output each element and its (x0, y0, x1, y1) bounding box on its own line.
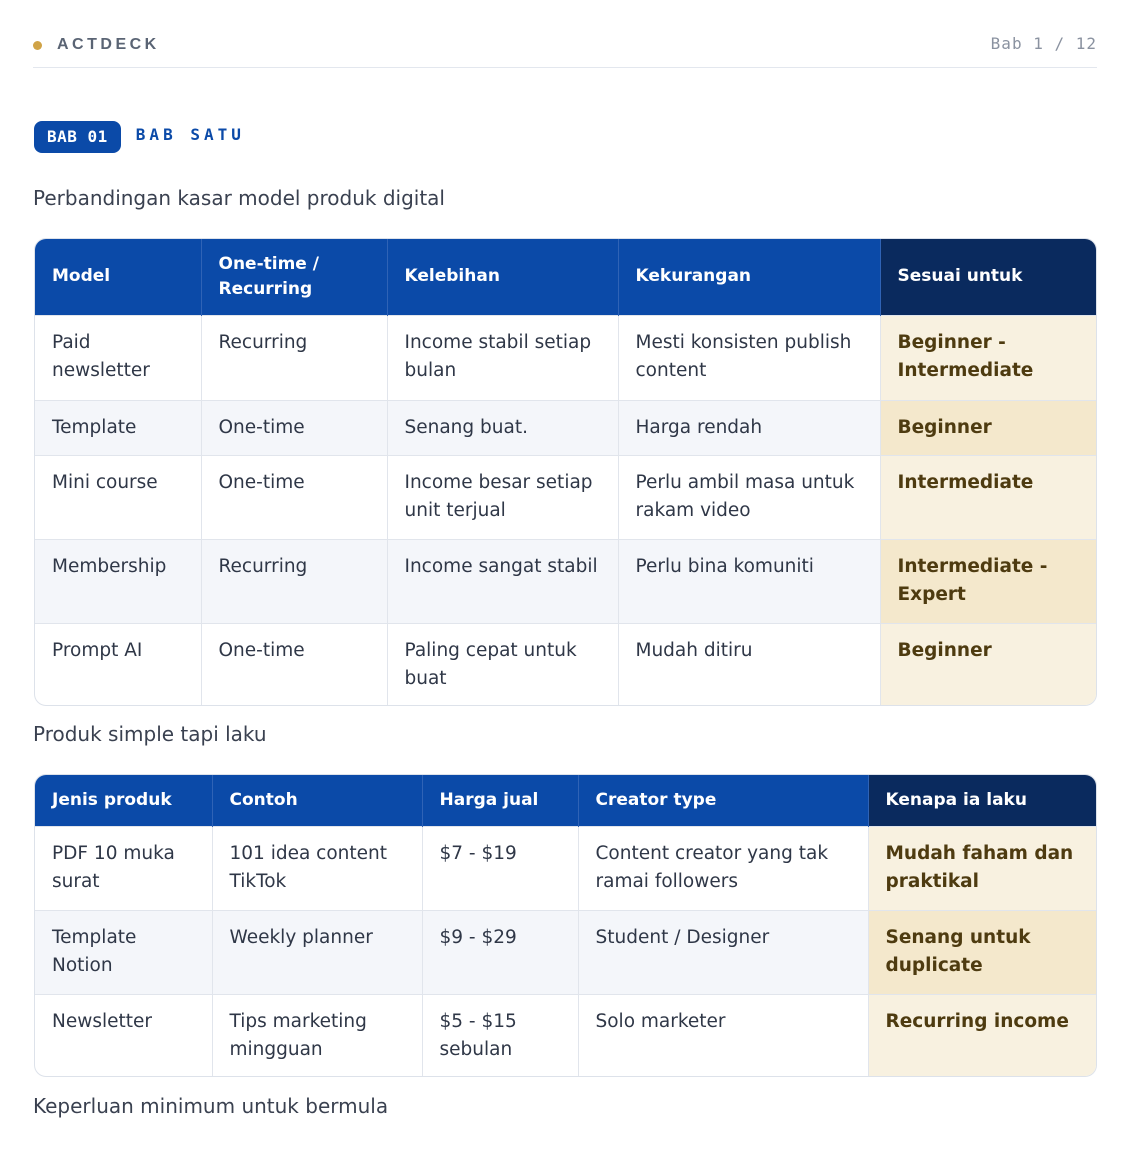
table-cell: Paling cepat untuk buat (387, 623, 618, 705)
table-cell: $9 - $29 (422, 910, 578, 994)
table-cell: Template Notion (35, 910, 212, 994)
table-row (35, 623, 1097, 705)
column-header-creator-type: Creator type (578, 775, 868, 826)
table-cell: Content creator yang tak ramai followers (578, 826, 868, 910)
column-header-cons: Kekurangan (618, 239, 880, 315)
table-cell-highlight: Beginner (880, 400, 1097, 455)
brand (33, 36, 160, 54)
table-cell: $7 - $19 (422, 826, 578, 910)
table-cell: Paid newsletter (35, 315, 201, 400)
page-header (33, 30, 1097, 68)
table-cell: Harga rendah (618, 400, 880, 455)
brand-name: ACTDECK (57, 36, 160, 53)
table-cell-highlight: Intermediate (880, 455, 1097, 539)
section-title-minimum-requirements: Keperluan minimum untuk bermula (33, 1094, 389, 1118)
chapter-badge: BAB 01 (34, 121, 121, 153)
table-cell-highlight: Senang untuk duplicate (868, 910, 1096, 994)
table-cell: Perlu bina komuniti (618, 539, 880, 623)
chapter-label: BAB SATU (135, 125, 245, 144)
table-row (35, 455, 1097, 539)
table-cell: $5 - $15 sebulan (422, 994, 578, 1076)
table-cell-highlight: Beginner - Intermediate (880, 315, 1097, 400)
column-header-product-type: Jenis produk (35, 775, 212, 826)
table-cell: Mesti konsisten publish content (618, 315, 880, 400)
column-header-why-it-sells: Kenapa ia laku (868, 775, 1096, 826)
model-comparison-table (34, 238, 1097, 706)
table-cell: Income stabil setiap bulan (387, 315, 618, 400)
table-cell: Income sangat stabil (387, 539, 618, 623)
column-header-price: Harga jual (422, 775, 578, 826)
table-row (35, 826, 1096, 910)
column-header-model: Model (35, 239, 201, 315)
table-cell: Student / Designer (578, 910, 868, 994)
column-header-pros: Kelebihan (387, 239, 618, 315)
chapter-tag (34, 121, 245, 153)
table-row (35, 400, 1097, 455)
table-cell: Membership (35, 539, 201, 623)
table-cell: Prompt AI (35, 623, 201, 705)
table-cell-highlight: Beginner (880, 623, 1097, 705)
table-header-row (35, 239, 1097, 315)
simple-products-table (34, 774, 1097, 1077)
table-cell: Recurring (201, 539, 387, 623)
table-row (35, 994, 1096, 1076)
table-cell: One-time (201, 623, 387, 705)
section-title-simple-products: Produk simple tapi laku (33, 722, 267, 746)
table-cell: Income besar setiap unit terjual (387, 455, 618, 539)
table-cell: Mini course (35, 455, 201, 539)
table-cell: Mudah ditiru (618, 623, 880, 705)
table-row (35, 315, 1097, 400)
table-row (35, 910, 1096, 994)
table-row (35, 539, 1097, 623)
table-cell: One-time (201, 455, 387, 539)
column-header-billing: One-time / Recurring (201, 239, 387, 315)
table-cell: PDF 10 muka surat (35, 826, 212, 910)
brand-dot-icon (33, 41, 42, 50)
table-cell: Newsletter (35, 994, 212, 1076)
table-cell: Senang buat. (387, 400, 618, 455)
table-cell-highlight: Intermediate - Expert (880, 539, 1097, 623)
table-cell: 101 idea content TikTok (212, 826, 422, 910)
table-cell-highlight: Recurring income (868, 994, 1096, 1076)
column-header-example: Contoh (212, 775, 422, 826)
table-header-row (35, 775, 1096, 826)
table-cell: Solo marketer (578, 994, 868, 1076)
table-cell: One-time (201, 400, 387, 455)
section-title-model-comparison: Perbandingan kasar model produk digital (33, 186, 445, 210)
page-indicator: Bab 1 / 12 (990, 34, 1097, 53)
table-cell: Perlu ambil masa untuk rakam video (618, 455, 880, 539)
table-cell: Template (35, 400, 201, 455)
table-cell-highlight: Mudah faham dan praktikal (868, 826, 1096, 910)
column-header-suitable-for: Sesuai untuk (880, 239, 1097, 315)
table-cell: Weekly planner (212, 910, 422, 994)
table-cell: Recurring (201, 315, 387, 400)
table-cell: Tips marketing mingguan (212, 994, 422, 1076)
